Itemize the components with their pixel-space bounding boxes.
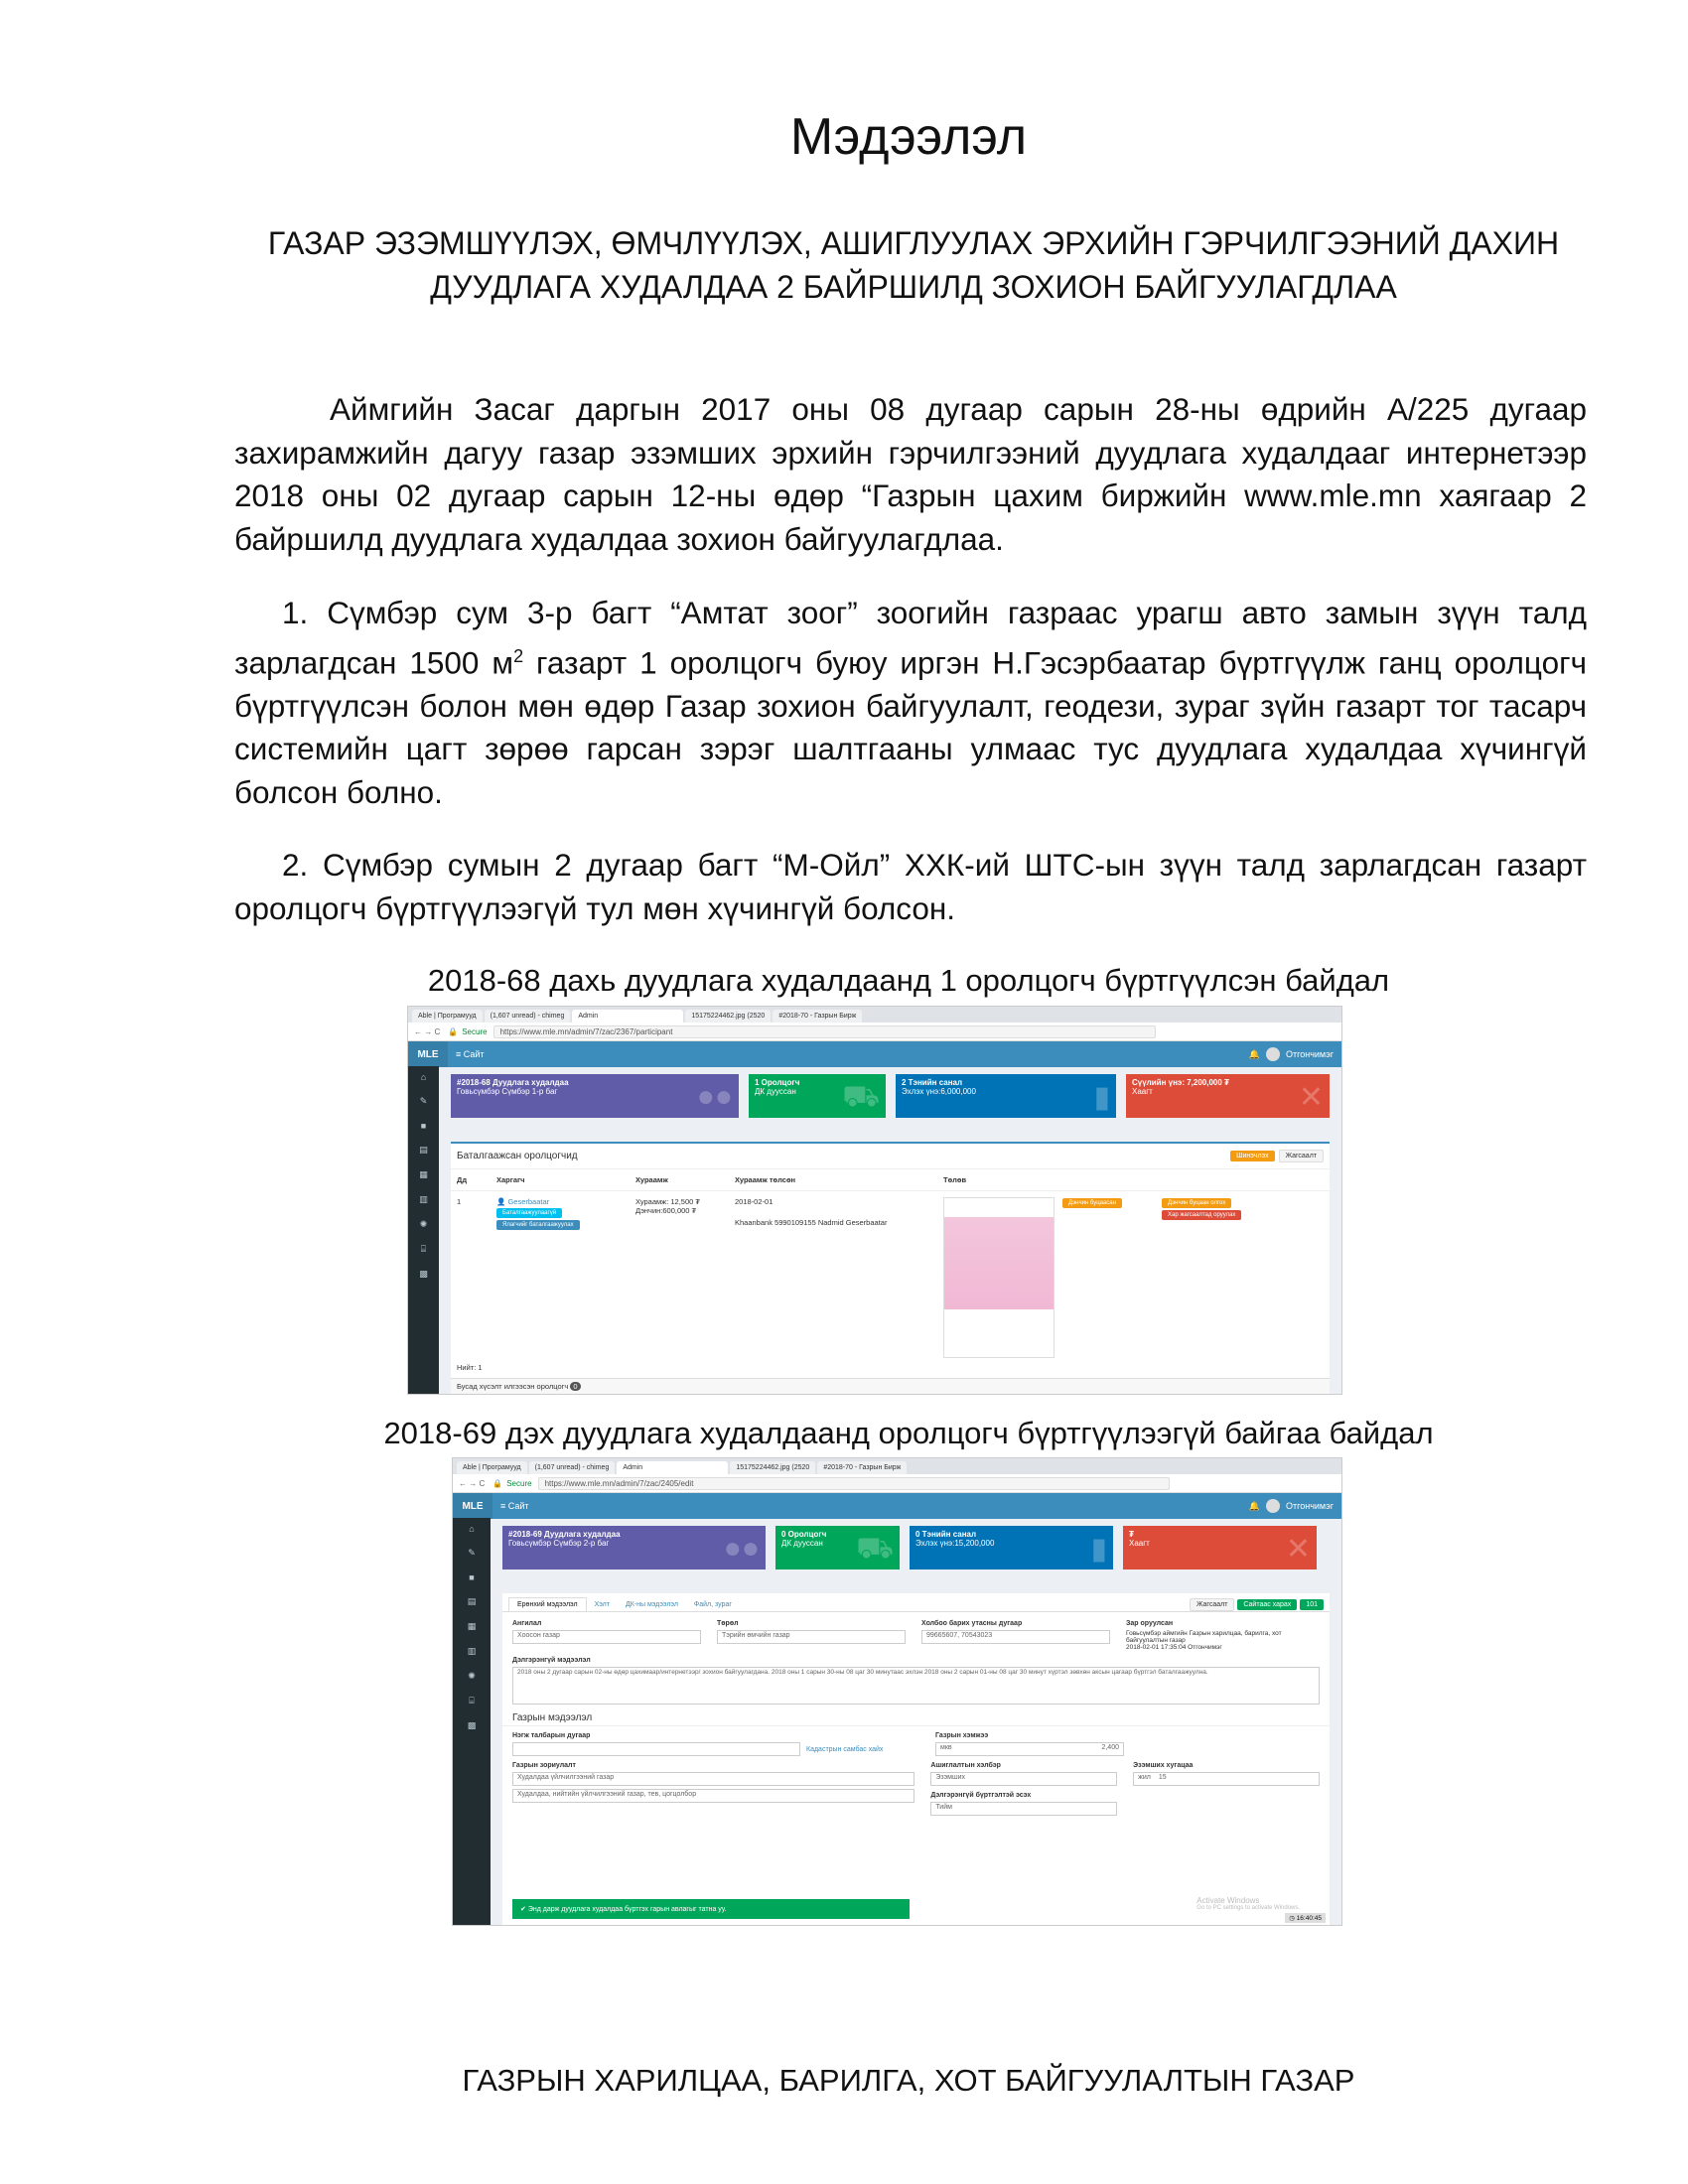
refresh-button[interactable]: Шинэчлэх	[1230, 1151, 1275, 1161]
admin-header	[408, 1041, 1341, 1067]
admin-header	[453, 1493, 1341, 1519]
list-button[interactable]: Жагсаалт	[1279, 1150, 1324, 1162]
detail-label: Дэлгэрэнгүй мэдээлэл	[512, 1657, 591, 1664]
clock-time: 16:40:45	[1296, 1915, 1322, 1922]
guide-download-alert[interactable]: ✔ Энд дарж дуудлага худалдаа бүртгэх гарын авлагыг татна уу.	[512, 1899, 910, 1919]
item-1-paragraph	[234, 592, 1587, 814]
table-header	[451, 1169, 1330, 1191]
browser-tab[interactable]: 15175224462.jpg (2520	[685, 1010, 771, 1023]
browser-tab-active[interactable]: Admin	[617, 1461, 728, 1474]
category-group	[512, 1620, 701, 1651]
caption-1: 2018-68 дахь дуудлага худалдаанд 1 оролцогч бүртгүүлсэн байдал	[427, 963, 1390, 998]
participants-panel	[451, 1142, 1330, 1394]
lock-icon: 🔒	[448, 1026, 459, 1036]
refund-deposit-button[interactable]: Дэнчин буцаан олгох	[1162, 1198, 1231, 1208]
other-count-badge: 0	[570, 1382, 580, 1391]
avatar	[1266, 1047, 1280, 1061]
home-icon[interactable]: ⌂	[469, 1524, 475, 1534]
info-box-sub: Эхлэх үнэ:6,000,000	[902, 1087, 976, 1096]
view-count-badge: 101	[1300, 1599, 1324, 1610]
screenshot-auction-2018-69	[452, 1457, 1342, 1926]
col-fee-paid: Хураамж төлсөн	[735, 1175, 796, 1184]
secure-label: Secure	[506, 1478, 532, 1488]
purpose-select-1[interactable]: Худалдаа үйлчилгээний газар	[512, 1772, 914, 1786]
info-boxes	[451, 1074, 1330, 1118]
phone-label: Холбоо барих утасны дугаар	[921, 1620, 1023, 1627]
unit-label: Нэгж талбарын дугаар	[512, 1732, 591, 1739]
bell-icon[interactable]: 🔔	[1248, 1048, 1261, 1059]
admin-body	[408, 1066, 1341, 1394]
size-value: 2,400	[1101, 1744, 1119, 1751]
info-box-auction	[502, 1526, 766, 1570]
url-field[interactable]: https://www.mle.mn/admin/7/zac/2367/participant	[493, 1025, 1157, 1038]
col-status: Төлөв	[943, 1175, 967, 1184]
term-group	[1133, 1762, 1320, 1816]
info-boxes	[502, 1526, 1330, 1570]
unit-group	[512, 1732, 919, 1756]
browser-tab[interactable]: (1,607 unread) - chimeg	[529, 1461, 616, 1474]
receipt-image[interactable]	[943, 1197, 1055, 1358]
posted-by-org-2: байгуулалтын газар	[1126, 1637, 1186, 1644]
deposit-value: Дэнчин:600,000 ₮	[635, 1206, 697, 1215]
browser-tab[interactable]: (1,607 unread) - chimeg	[485, 1010, 571, 1023]
users-icon: ●●	[696, 1080, 733, 1113]
participant-name: Geserbaatar	[507, 1197, 550, 1206]
land-section-title: Газрын мэдээлэл	[502, 1705, 1330, 1726]
info-box-sub: Хаагт	[1129, 1539, 1150, 1548]
info-box-title: #2018-68 Дуудлага худалдаа	[457, 1078, 569, 1087]
row-refund-cell	[1062, 1197, 1162, 1376]
wrench-icon[interactable]: ✎	[419, 1096, 428, 1106]
cards-icon[interactable]: ▥	[467, 1646, 477, 1656]
use-select[interactable]: Эзэмших	[930, 1772, 1117, 1786]
watermark-line-2: Go to PC settings to activate Windows.	[1196, 1905, 1300, 1911]
grid-icon[interactable]: ▩	[419, 1269, 428, 1279]
size-label: Газрын хэмжээ	[935, 1732, 989, 1739]
detail-group	[502, 1651, 1330, 1705]
land-row-2	[502, 1756, 1330, 1816]
browser-tab[interactable]: #2018-70 - Газрын Бирж	[773, 1010, 862, 1023]
info-box-sub: ДК дуусcан	[781, 1539, 823, 1548]
unit-input[interactable]	[512, 1742, 800, 1756]
item-1-text-a: 1. Сүмбэр сум 3-р багт “Амтат зоог” зоогийн газраас урагш авто замын зүүн талд зарлагдсан 1500 м	[234, 595, 1587, 680]
registered-select[interactable]: Тийм	[930, 1802, 1117, 1816]
document-title: Мэдээлэл	[789, 108, 1028, 166]
doc-icon[interactable]: ▤	[467, 1596, 477, 1606]
info-box-title: 0 Оролцогч	[781, 1530, 827, 1539]
browser-tab[interactable]: 15175224462.jpg (2520	[730, 1461, 815, 1474]
browser-tab[interactable]: Able | Програмууд	[457, 1461, 527, 1474]
total-count: Нийт: 1	[457, 1363, 483, 1372]
term-label: Эзэмших хугацаа	[1133, 1762, 1194, 1769]
user-menu[interactable]	[1249, 1499, 1334, 1513]
browser-tab-active[interactable]: Admin	[572, 1010, 683, 1023]
bank-icon[interactable]: ⌸	[420, 1244, 427, 1254]
phone-group	[921, 1620, 1110, 1651]
guide-alert-text: Энд дарж дуудлага худалдаа бүртгэх гарын авлагыг татна уу.	[527, 1906, 727, 1913]
admin-body	[453, 1518, 1341, 1925]
category-select[interactable]: Хоосон газар	[512, 1630, 701, 1644]
menu-toggle[interactable]: ≡ Сайт	[500, 1501, 529, 1511]
panel-header	[451, 1144, 1330, 1169]
edit-panel	[502, 1593, 1330, 1925]
document-footer: ГАЗРЫН ХАРИЛЦАА, БАРИЛГА, ХОТ БАЙГУУЛАЛТЫН ГАЗАР	[462, 2063, 1355, 2098]
panel-title: Баталгаажсан оролцогчид	[457, 1151, 578, 1161]
table-row	[451, 1191, 1330, 1382]
edit-tabs	[502, 1593, 1330, 1612]
info-box-participants	[749, 1074, 886, 1118]
document-heading	[238, 221, 1589, 309]
participant-link[interactable]: 👤 Geserbaatar	[496, 1197, 550, 1206]
bank-icon[interactable]: ⌸	[469, 1696, 475, 1706]
phone-input[interactable]: 99665607, 70543023	[921, 1630, 1110, 1644]
clock: ◷ 16:40:45	[1285, 1913, 1326, 1923]
purpose-group	[512, 1762, 914, 1816]
land-row-1	[502, 1726, 1330, 1756]
calendar-icon[interactable]: ▦	[467, 1621, 477, 1631]
other-participants-label: Бусад хүсэлт илгээсэн оролцогч	[457, 1382, 569, 1391]
use-group	[930, 1762, 1117, 1816]
info-box-title: 2 Тэнийн санал	[902, 1078, 963, 1087]
cart-icon: ⛟	[856, 1532, 894, 1565]
posted-by-group	[1126, 1620, 1315, 1651]
lock-icon: 🔒	[492, 1478, 503, 1488]
info-box-sub: Говьсүмбэр Сүмбэр 1-р баг	[457, 1087, 558, 1096]
general-row	[502, 1612, 1330, 1651]
posted-by-label: Зар оруулсан	[1126, 1620, 1174, 1627]
briefcase-icon[interactable]: ■	[469, 1572, 475, 1582]
confirm-winner-button[interactable]: Ялагчийг баталгаажуулах	[496, 1220, 580, 1230]
settings-icon[interactable]: ✺	[419, 1219, 428, 1229]
info-box-sub: Говьсүмбэр Сүмбэр 2-р баг	[508, 1539, 610, 1548]
posted-by-date: 2018-02-01 17:35:04 Отгончимэг	[1126, 1644, 1222, 1651]
list-button[interactable]: Жагсаалт	[1190, 1598, 1234, 1611]
item-2-paragraph: 2. Сүмбэр сумын 2 дугаар багт “М-Ойл” ХХК-ий ШТС-ын зүүн талд зарлагдсан газарт оролцогч бүртгүүлээгүй тул мөн хүчингүй болсон.	[234, 847, 1587, 926]
url-field[interactable]: https://www.mle.mn/admin/7/zac/2405/edit	[538, 1477, 1170, 1490]
browser-tab[interactable]: Able | Програмууд	[412, 1010, 483, 1023]
cards-icon[interactable]: ▥	[419, 1194, 428, 1204]
row-num: 1	[457, 1197, 462, 1206]
users-icon: ●●	[723, 1532, 760, 1565]
browser-tabs	[408, 1007, 1341, 1023]
heading-line-1: ГАЗАР ЭЗЭМШҮҮЛЭХ, ӨМЧЛҮҮЛЭХ, АШИГЛУУЛАХ ЭРХИЙН ГЭРЧИЛГЭЭНИЙ ДАХИН	[267, 225, 1560, 261]
cart-icon: ⛟	[842, 1080, 880, 1113]
home-icon[interactable]: ⌂	[420, 1072, 427, 1082]
info-box-bids	[896, 1074, 1116, 1118]
screenshot-auction-2018-68	[407, 1006, 1342, 1395]
main-content	[439, 1066, 1341, 1394]
calendar-icon[interactable]: ▦	[419, 1169, 428, 1179]
size-unit: мкв	[940, 1744, 952, 1751]
row-paid-cell	[735, 1197, 943, 1376]
main-content	[491, 1518, 1341, 1925]
type-select[interactable]: Тэрийн өмчийн газар	[717, 1630, 906, 1644]
sidebar	[408, 1066, 439, 1394]
avatar	[1266, 1499, 1280, 1513]
type-label: Төрөл	[717, 1620, 739, 1627]
info-box-price	[1123, 1526, 1317, 1570]
col-name: Харгагч	[496, 1175, 525, 1184]
item-1-superscript: 2	[513, 645, 524, 666]
bank-info: Khaanbank 5990109155 Nadmid Geserbaatar	[735, 1218, 888, 1227]
row-name-cell	[496, 1197, 635, 1376]
secure-label: Secure	[462, 1026, 488, 1036]
back-forward-reload-icons[interactable]: ← → C	[459, 1478, 486, 1488]
col-fee: Хураамж	[635, 1175, 668, 1184]
info-box-sub: ДК дуусcан	[755, 1087, 796, 1096]
use-label: Ашиглалтын хэлбэр	[930, 1762, 1001, 1769]
user-name: Отгончимэг	[1286, 1501, 1334, 1511]
browser-tab[interactable]: #2018-70 - Газрын Бирж	[817, 1461, 907, 1474]
info-box-sub: Хаагт	[1132, 1087, 1153, 1096]
user-name: Отгончимэг	[1286, 1049, 1334, 1059]
settings-icon[interactable]: ✺	[468, 1671, 476, 1681]
doc-icon[interactable]: ▤	[419, 1145, 428, 1155]
sidebar	[453, 1518, 491, 1925]
logo[interactable]: MLE	[408, 1041, 448, 1067]
back-forward-reload-icons[interactable]: ← → C	[414, 1026, 441, 1036]
other-participants[interactable]	[451, 1378, 1330, 1394]
item-1-text-b: газарт 1 оролцогч буюу иргэн Н.Гэсэрбаатар бүртгүүлж ганц оролцогч бүртгүүлсэн болон мөн өдөр Газар зохион байгуулалт, геодези, зураг зүйн газарт тог тасарч системийн цагт зөрөө гарсан зэрэг шалтгааны улмаас тус дуудлага худалдаа хүчингүй болсон болно.	[234, 644, 1587, 810]
category-label: Ангилал	[512, 1620, 542, 1627]
close-icon: ✕	[1298, 1081, 1324, 1114]
info-box-title: ₮	[1129, 1530, 1134, 1539]
info-box-sub: Эхлэх үнэ:15,200,000	[915, 1539, 995, 1548]
briefcase-icon[interactable]: ■	[420, 1121, 427, 1131]
tab-hel[interactable]: Хэлт	[594, 1600, 610, 1608]
user-menu[interactable]	[1249, 1047, 1334, 1061]
caption-2: 2018-69 дэх дуудлага худалдаанд оролцогч бүртгүүлээгүй байгаа байдал	[383, 1416, 1434, 1450]
blacklist-button[interactable]: Хар жагсаалтад оруулах	[1162, 1210, 1241, 1220]
bell-icon[interactable]: 🔔	[1248, 1500, 1261, 1511]
row-fee-cell	[635, 1197, 735, 1376]
menu-toggle[interactable]: ≡ Сайт	[456, 1049, 485, 1059]
file-icon: ▮	[1090, 1533, 1107, 1566]
heading-line-2: ДУУДЛАГА ХУДАЛДАА 2 БАЙРШИЛД ЗОХИОН БАЙГУУЛАГДЛАА	[430, 269, 1397, 305]
fee-value: Хураамж: 12,500 ₮	[635, 1197, 700, 1206]
tab-general[interactable]: Ерөнхий мэдээлэл	[508, 1597, 587, 1611]
address-bar	[453, 1474, 1341, 1493]
detail-textarea[interactable]: 2018 оны 2 дугаар сарын 02-ны өдөр цахимаар/интернетээр/ зохион байгуулагдана. 2018 оны 1 сарын 30-ны 08 цаг 30 минутаас эхлэн 2018 оны 2 сарын 01-ны 08 цаг 30 минут хүртэл зөвхөн аксын цагаар бүртгэл баталгаажуулна.	[512, 1667, 1320, 1705]
close-icon: ✕	[1285, 1533, 1311, 1566]
watermark-line-1: Activate Windows	[1196, 1896, 1260, 1905]
size-group	[935, 1732, 1124, 1756]
row-actions-cell	[1162, 1197, 1281, 1376]
address-bar	[408, 1023, 1341, 1041]
info-box-auction	[451, 1074, 739, 1118]
paid-date: 2018-02-01	[735, 1197, 774, 1206]
info-box-bids	[910, 1526, 1113, 1570]
grid-icon[interactable]: ▩	[467, 1720, 477, 1730]
logo[interactable]: MLE	[453, 1493, 492, 1519]
wrench-icon[interactable]: ✎	[468, 1548, 476, 1558]
file-icon: ▮	[1093, 1081, 1110, 1114]
row-status-cell	[943, 1197, 1062, 1376]
size-input[interactable]	[935, 1742, 1124, 1756]
info-box-price	[1126, 1074, 1330, 1118]
purpose-label: Газрын зориулалт	[512, 1762, 576, 1769]
info-box-title: 0 Тэнийн санал	[915, 1530, 977, 1539]
purpose-select-2[interactable]: Худалдаа, нийтийн үйлчилгээний газар, тев, цогцолбор	[512, 1789, 914, 1803]
info-box-title: 1 Оролцогч	[755, 1078, 800, 1087]
col-num: Дд	[457, 1175, 468, 1184]
type-group	[717, 1620, 906, 1651]
browser-tabs	[453, 1458, 1341, 1474]
registered-label: Дэлгэрэнгүй бүртгэлтэй эсэх	[930, 1792, 1032, 1799]
term-unit: жил	[1138, 1774, 1151, 1781]
info-box-participants	[775, 1526, 900, 1570]
term-value: 15	[1158, 1774, 1167, 1781]
unconfirmed-badge: Баталгаажуулаагүй	[496, 1208, 562, 1218]
term-input[interactable]	[1133, 1772, 1320, 1786]
windows-watermark	[1196, 1896, 1300, 1911]
cadastre-search-link[interactable]: Кадастрын самбас хайх	[806, 1745, 884, 1753]
tab-dk[interactable]: ДК-ны мэдээлэл	[625, 1600, 678, 1608]
posted-by-org: Говьсүмбэр аймгийн Газрын харилцаа, барилга, хот	[1126, 1630, 1282, 1637]
refund-status-badge: Дэнчин буцаасан	[1062, 1198, 1122, 1208]
info-box-title: Сүүлийн үнэ: 7,200,000 ₮	[1132, 1078, 1229, 1087]
tab-files[interactable]: Файл, зураг	[693, 1600, 732, 1608]
info-box-title: #2018-69 Дуудлага худалдаа	[508, 1530, 621, 1539]
view-site-button[interactable]: Сайтаас харах	[1237, 1599, 1297, 1610]
intro-paragraph: Аймгийн Засаг даргын 2017 оны 08 дугаар сарын 28-ны өдрийн А/225 дугаар захирамжийн дагуу газар эзэмших эрхийн гэрчилгээний дуудлага худалдааг интернетээр 2018 оны 02 дугаар сарын 12-ны өдөр “Газрын цахим биржийн www.mle.mn хаягаар 2 байршилд дуудлага худалдаа зохион байгуулагдлаа.	[234, 391, 1587, 557]
